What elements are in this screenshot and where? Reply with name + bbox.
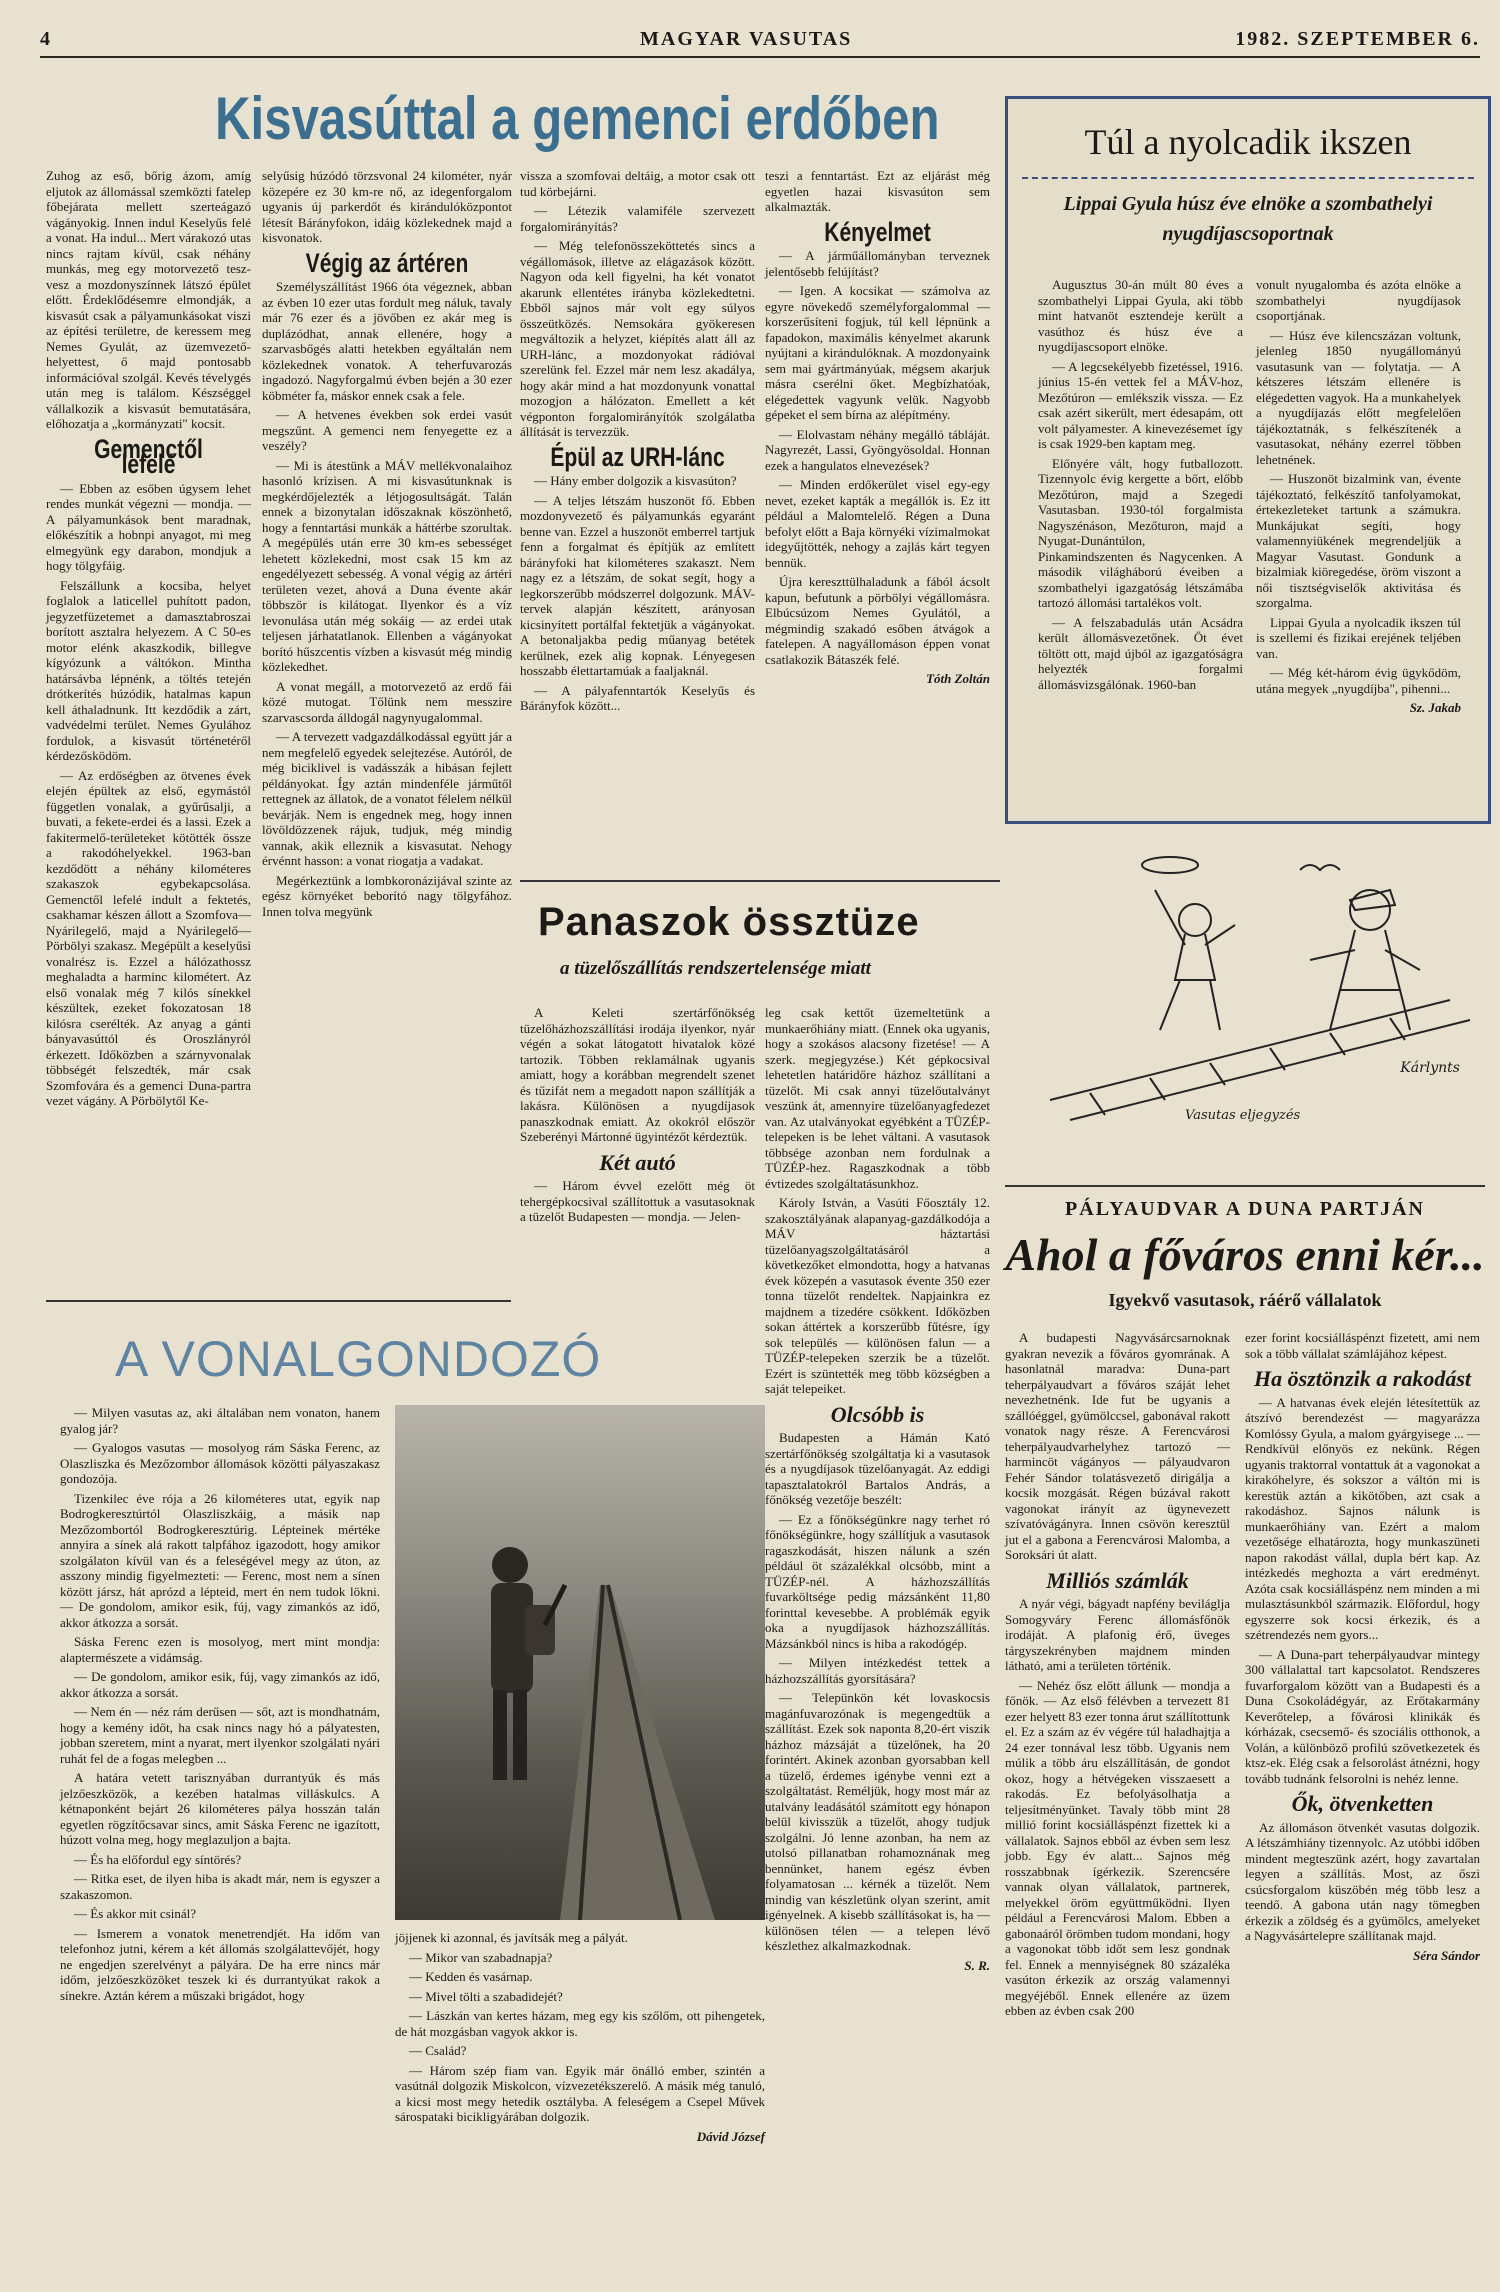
vonalgondozo-col-1 xyxy=(60,1405,380,2007)
byline: Séra Sándor xyxy=(1413,1947,1480,1963)
cartoon xyxy=(1010,830,1480,1130)
subhead-otvenketten: Ők, ötvenketten xyxy=(1291,1791,1434,1816)
nyolcadik-subtitle: Lippai Gyula húsz éve elnöke a szombathelyi nyugdíjascsoportnak xyxy=(1063,193,1433,245)
fovaros-col-2 xyxy=(1245,1330,1480,1963)
paragraph: — Az erdőségben az ötvenes évek elején épültek az első, egymástól független vonalak, a gyűrűsalji, a buvati, a fekete-erdei és a lassi. Ezek a fakitermelő-területeket kötötték össze a rakodóhelyekkel. 1963-ban kezdődött a néhány kilométeres szakaszok egybekapcsolása. Gemenctől lefelé indult a fektetés, csakhamar készen állott a Szomfova—Nyárilegelő, majd a Nyárilegelő—Pörbölyi szakasz. Megépült a keselyűsi vonalrész is. Ezzel a hálózathossz meghaladta a harminc kilométert. Az első vonalak még 7 kilós sínekkel készültek, ezeket fokozatosan 18 kilósra cserélték. Az anyag a gánti bányavasúttól és Oroszlányról érkezett. Időközben a szárnyvonalak többségét felszedték, már csak Szomfovára és a gemenci Duna-partra vezet vágány. A Pörbölytől Ke- xyxy=(46,767,251,1108)
paragraph: A határa vetett tarisznyában durrantyúk és más jelzőeszközök, a kezében hatalmas villáskulcs. A kétnaponként bejárt 26 kilométeres pálya hosszán talán egyetlen rögzítőcsavar sincs, amit Sáska Ferenc ne igazított, húzott volna meg, hogy meglazuljon a bajta. xyxy=(60,1770,380,1847)
paragraph: — Család? xyxy=(409,2043,467,2058)
divider xyxy=(520,880,1000,882)
cartoon-drawing xyxy=(1010,830,1480,1130)
photo-illustration xyxy=(395,1405,765,1920)
paragraph: — Még telefonösszeköttetés sincs a végállomások, illetve az elágazások között. Nagyon oda kell figyelni, ha két vonatot akarunk ellentétes irányba közlekedtetni. Ebből sajnos már volt egy súlyos összeütközés. Nemsokára gyökeresen megváltozik a helyzet, kiépítés alatt áll az URH-lánc, a mozdonyokat rádióval szerelünk fel. Ezzel már nem lesz akadálya, hogy akár mind a hat mozdonyunk vonattal mozogjon a hálózaton. Emellett a két végponton forgalomirányítók szolgálatba állítását is tervezzük. xyxy=(520,238,755,439)
cartoon-caption: Vasutas eljegyzés xyxy=(1185,1108,1301,1123)
paragraph: — Három szép fiam van. Egyik már önálló ember, szintén a vasútnál dolgozik Miskolcon, vízvezetékszerelő. A másik még tanuló, a kicsi most megy hetedik osztályba. A feleségem a Csepel Művek sárospataki bicikligyárában dolgozik. xyxy=(395,2062,765,2124)
paragraph: — Húsz éve kilencszázan voltunk, jelenleg 1850 nyugállományú vasutasunk van — folytatja. — A kétszeres létszám ellenére is elégedetten vagyok. Ha a munkahelyek a nyugdíjazás előtt megfelelően tájékoztatnák, s felkészítenék a vasutasokat, néhány ezerrel többen lehetnének. xyxy=(1256,327,1461,467)
paragraph: Lippai Gyula a nyolcadik ikszen túl is szellemi és fizikai erejének teljében van. xyxy=(1256,614,1461,661)
paragraph: — Ebben az esőben úgysem lehet rendes munkát végezni — mondja. — A pályamunkások bent maradnak, előkészítik a hobnpi anyagot, mi meg elmegyünk egy darabon, mondjuk a hogy tölgyfáig. xyxy=(46,480,251,573)
paragraph: Zuhog az eső, bőrig ázom, amíg eljutok az állomással szemközti fatelep főbejárata mellett szerteágazó vágányokig. Innen indul Keselyűs felé a vonat. Ha indul... Mert várakozó utas nincs rajtam kívül, csak néhány munkás, meg egy motorvezető tesz-vesz a mozdonyszínnek látszó épület előtt. Érdeklődésemre elmondják, a kisvasút csak a pályamunkásokat viszi az építési területre, de keressem meg Nemes Gyulát, az üzemvezető-helyettest, ő majd pontosabb információval szolgál. Kevés tévelygés után meg is találom. Készséggel vállalkozik a kisvasút bemutatására, előhozatja a „kormányzati" kocsit. xyxy=(46,168,251,431)
subhead-olcsobb: Olcsóbb is xyxy=(830,1401,925,1427)
fovaros-title: Ahol a főváros enni kér... xyxy=(1005,1229,1485,1280)
paragraph: — Igen. A kocsikat — számolva az egyre növekedő személyforgalommal — korszerűsíteni fogjuk, túl kell lépnünk a fapadokon, maximális kényelmet akarunk nyújtani a kirándulóknak. A mozdonyaink sem mai gyártmányúak, mégsem akarjuk másra cserélni őket. Megbízhatóak, elégedettek vagyunk velük. Nagyobb gépeket el sem bírna az alépítmény. xyxy=(765,283,990,422)
panasz-col-2 xyxy=(765,1005,990,1973)
fovaros-overline: PÁLYAUDVAR A DUNA PARTJÁN xyxy=(1065,1198,1425,1220)
paper-name: MAGYAR VASUTAS xyxy=(640,28,853,50)
paragraph: — A tervezett vadgazdálkodással együtt jár a nem megfelelő egyedek selejtezése. Autóról, de még biciklivel is vadásszák a hibásan fejlett példányokat. Így aztán mindenféle járműtől rettegnek az állatok, de a vonatot félelem nélkül bevárják. Nem is engednek meg, hogy innen lövöldözzenek rájuk, tudjuk, még mindig vannak, akik elleznik a kisvasutat. Nehogy érvénnt hasson: a vonat riogatja a vadakat. xyxy=(262,729,512,868)
paragraph: — Lászkán van kertes házam, meg egy kis szőlőm, ott pihengetek, de hát mozgásban vagyok akkor is. xyxy=(395,2008,765,2039)
paragraph: — De gondolom, amikor esik, fúj, vagy zimankós az idő, akkor átkozza a sorsát. xyxy=(60,1669,380,1700)
subhead-artereben: Végig az ártéren xyxy=(305,247,469,278)
page-number: 4 xyxy=(40,28,52,50)
paragraph: — Milyen vasutas az, aki általában nem vonaton, hanem gyalog jár? xyxy=(60,1405,380,1436)
panasz-col-1 xyxy=(520,1005,755,1229)
byline: S. R. xyxy=(964,1957,990,1973)
paragraph: — Huszonöt bizalmink van, évente tájékoztató, felkészítő tanfolyamokat, értekezleteket tartunk a számukra. Munkájukat segíti, hogy valamennyiükének megrendeljük a Magyar Vasutast. Gondunk a bizalmiak kiöregedése, öröm viszont a női tisztségviselők aktivitása és szorgalma. xyxy=(1256,471,1461,610)
paragraph: — A járműállományban terveznek jelentősebb felújítást? xyxy=(765,248,990,279)
vonalgondozo-col-2 xyxy=(395,1930,765,2144)
paragraph: — Kedden és vasárnap. xyxy=(409,1969,533,1984)
subhead-osztonzik: Ha ösztönzik a rakodást xyxy=(1254,1366,1471,1391)
subhead-kenyelmet: Kényelmet xyxy=(824,216,931,247)
paragraph: — A pályafenntartók Keselyűs és Bárányfok között... xyxy=(520,682,755,713)
nyolcadik-col-2 xyxy=(1256,277,1461,716)
kisvasut-col-2 xyxy=(262,168,512,923)
subhead-millios: Milliós számlák xyxy=(1046,1567,1189,1593)
paragraph: — Ez a főnökségünkre nagy terhet ró főnökségünkre, hogy szállítjuk a vasutasok ragaszkodását, hiszen nálunk a szén például öt százalékkal olcsóbb, mint a TÜZÉP-nél. A házhozszállítás fuvarköltsége pedig mázsánként 11,80 forinttal kevesebbe. A problémák egyik oka a nyugdíjasok házhozszállítás. Mázsánkból nincs is hiba a rakodógép. xyxy=(765,1511,990,1651)
paragraph: — Telepünkön két lovaskocsis magánfuvarozónak is megengedtük a szállítást. Ezek sok naponta 8,20-ért viszik házhoz mázsáját a tüzelőnek, ha 20 forintért. Akinek azonban gyorsabban kell a tüzelő, érdemes igénybe venni ezt a szolgáltatást. Reméljük, hogy most már az utalvány leadásától számított egy hónapon belül kivisszük a tüzelőt, ahogy tudjuk szolgálni. Jó lenne azonban, ha nem az utolsó pillanatban rohamoznának meg bennünket, hanem egész évben folyamatosan ... kérnék a tüzelőt. Nem mindig van készletünk olyan szerint, amit igényelnek. A kisebb szállításokat is, ha — különösen télen — a telepen lévő készlethez alkalmazkodnak. xyxy=(765,1690,990,1953)
paragraph: leg csak kettőt üzemeltetünk a munkaerőhiány miatt. (Ennek oka ugyanis, hogy a szokásos alacsony fizetése! — A szerk. megjegyzése.) Két gépkocsival lehetetlen határidőre házhoz szállítani a tüzelőt. Mi csak annyi tüzelőutalványt veszünk át, amennyire tüzelőanyagfedezet van. Az utalványokat egyébként a TÜZÉP-telepeken is be lehet váltani. A vasutasok többsége azonban nem fordulnak a TÜZÉP-hez. Ragaszkodnak a több évtizedes szolgáltatásunkhoz. xyxy=(765,1005,990,1191)
paragraph: Megérkeztünk a lombkoronázijával szinte az egész környéket beborító nagy tölgyfához. Innen tolva megyünk xyxy=(262,872,512,919)
byline: Dávid József xyxy=(696,2128,765,2144)
paragraph: — Elolvastam néhány megálló tábláját. Nagyrezét, Lassi, Gyöngyösoldal. Honnan ezek a hangulatos elnevezések? xyxy=(765,426,990,473)
paragraph: vissza a szomfovai deltáig, a motor csak ott tud körbejárni. xyxy=(520,168,755,199)
divider xyxy=(1005,1185,1485,1187)
nyolcadik-title: Túl a nyolcadik ikszen xyxy=(1084,122,1412,162)
paragraph: — Ritka eset, de ilyen hiba is akadt már, nem is egyszer a szakaszomon. xyxy=(60,1871,380,1902)
divider xyxy=(46,1300,511,1302)
paragraph: Budapesten a Hámán Kató szertárfőnökség szolgáltatja ki a vasutasok és a nyugdíjasok tüzelőanyagát. Az eddigi tapasztalatokról Bartalos András, a főnökség vezetője beszélt: xyxy=(765,1430,990,1507)
paragraph: — Minden erdőkerület visel egy-egy nevet, ezeket kapták a megállók is. Ez itt például a Malomtelelő. Régen a Duna befolyt előtt a Baja környéki vízimalmokat idegyűjtötték, nehogy a zajlás kárt tegyen bennük. xyxy=(765,477,990,570)
paragraph: — A teljes létszám huszonöt fő. Ebben mozdonyvezető és pályamunkás egyaránt benne van. Ezzel a huszonöt emberrel tartjuk fenn a forgalmat és építjük az említett bárányfoki hat kilométeres szakaszt. Nem nagy ez a létszám, de sokat segít, hogy a legkorszerűbb módszerrel dolgozunk. MÁV-tervek alapján készített, arányosan kicsinyített portálfal fektetjük a vágányokat. A betonaljakba pedig műanyag betétek kerülnek, ezek alig kopnak. Lényegesen hosszabb élettartamúak a faaljaknál. xyxy=(520,492,755,678)
paragraph: A budapesti Nagyvásárcsarnoknak gyakran nevezik a főváros gyomrának. A hasonlatnál maradva: Duna-part teherpályaudvart a főváros száját lehet nevezhetnénk. Ide fut be ugyanis a szállóéggel, gyümölccsel, gabonával rakott vonatok nagy része. A Ferencvárosi teherpályaudvarhelyhez tartozó — harmincöt vágányos — pályaudvaron Fehér Sándor tolatásvezető dirigálja a kocsik mozgását. Régen búzával rakott vagonokat irányít az ügynevezett szívatóvágányra. Innen csövön keresztül jut el a gabona a Ferencvárosi Malomba, a Soroksári út alatt. xyxy=(1005,1330,1230,1562)
paragraph: ezer forint kocsiálláspénzt fizetett, ami nem sok a több vállalat számlájához képest. xyxy=(1245,1330,1480,1361)
kisvasut-title: Kisvasúttal a gemenci erdőben xyxy=(215,85,940,152)
paragraph: Személyszállítást 1966 óta végeznek, abban az évben 10 ezer utas fordult meg náluk, tavaly már 76 ezer és a jövőben ez akár meg is duplázódhat, annak ellenére, hogy a szarvasbőgés alatti hetekben egyáltalán nem közlekednek vonatok. A teherfuvarozás ingadozó. Nagyforgalmú évben bején a 30 ezer köbméter fa, máskor ennek csak a fele. xyxy=(262,279,512,403)
paragraph: — Még két-három évig ügykődöm, utána megyek „nyugdíjba", pihenni... xyxy=(1256,665,1461,696)
paragraph: Az állomáson ötvenkét vasutas dolgozik. A létszámhiány tizennyolc. Az utóbbi időben mindent megteszünk azért, hogy zavartalan legyen a szállítás. Most, az őszi csúcsforgalom küszöbén még több lesz a teendő. A gabona után nagy tömegben érkezik a zöldség és a gyümölcs, amelyeket a Nagyvásártelepre szállítanak majd. xyxy=(1245,1819,1480,1943)
kisvasut-col-1 xyxy=(46,168,251,1113)
kisvasut-col-4 xyxy=(765,168,990,687)
paragraph: — A Duna-part teherpályaudvar mintegy 300 vállalattal tart kapcsolatot. Rendszeres fuvarforgalom között van a Budapesti és a Duna Csokoládégyár, az Erőtakarmány Keverőtelep, a fővárosi klinikák és kórházak, csecsemő- és szociális otthonok, a Volán, a különböző profilú szövetkezetek és ktsz-ek. Elég csak a felsorolást átnézni, hogy tovább tudnánk felsorolni is nehéz lenne. xyxy=(1245,1646,1480,1786)
paragraph: vonult nyugalomba és azóta elnöke a szombathelyi nyugdíjasok csoportjának. xyxy=(1256,277,1461,323)
paragraph: A Keleti szertárfőnökség tüzelőházhozszállítási irodája ilyenkor, nyár végén a sokat látogatott hivatalok közé tartozik. Többen reklamálnak ugyanis amiatt, hogy a korábban megrendelt szenet és tűzifát nem a megadott napon szállítják a lakásra. Különösen a nyugdíjasok panaszkodnak emiatt. Az okokról először Szeberényi Mártonné ügyintézőt kérdeztük. xyxy=(520,1005,755,1144)
nyolcadik-col-1 xyxy=(1038,277,1243,696)
subhead-gemenctol: Gemenctől lefelé xyxy=(94,433,203,479)
panasz-title: Panaszok össztüze xyxy=(538,900,920,944)
paragraph: jöjjenek ki azonnal, és javítsák meg a pályát. xyxy=(395,1930,628,1945)
paragraph: A nyár végi, bágyadt napfény beviláglja Somogyváry Ferenc állomásfőnök irodáját. A plafonig érő, üveges tárgyszekrényben majdnem minden látható, ami a területen történik. xyxy=(1005,1596,1230,1673)
paragraph: — És ha előfordul egy síntörés? xyxy=(74,1851,242,1867)
paragraph: — Gyalogos vasutas — mosolyog rám Sáska Ferenc, az Olaszliszka és Mezőzombor állomások közötti pályaszakasz gondozója. xyxy=(60,1440,380,1486)
paragraph: — A legcsekélyebb fizetéssel, 1916. június 15-én vettek fel a MÁV-hoz, Mezőtúron — emlékszik vissza. — Ez csak azért sikerült, mert édesapám, ott volt pályamester. A kinevezésemet így is csak 1929-ben kaptam meg. xyxy=(1038,358,1243,451)
subhead-ket-auto: Két autó xyxy=(599,1149,676,1175)
paragraph: — A hetvenes években sok erdei vasút megszűnt. A gemenci nem fenyegette ez a veszély? xyxy=(262,407,512,453)
paragraph: — Három évvel ezelőtt még öt tehergépkocsival szállítottuk a vasutasoknak a tüzelőt Budapesten — mondja. — Jelen- xyxy=(520,1178,755,1224)
running-head xyxy=(40,22,1480,58)
paragraph: Tizenkilec éve rója a 26 kilométeres utat, egyik nap Bodrogkeresztúrtól Olaszliszkáig, a másik nap Mezőzombortól Bodrogkeresztúrig. Lépteinek mértéke annyira a sínek alá rakott talpfához igazodott, hogy amikor szolgálaton kívül van és a feleségével megy az úton, az asszony mindig figyelmezteti: — Ferenc, most nem a sínen között jársz, hát aprózd a lépteid, mert én nem tudok lökni. — De gondolom, amikor esik, fúj, vagy zimankós az idő, akkor átkozza a sorsát. xyxy=(60,1490,380,1630)
paragraph: selyűsig húzódó törzsvonal 24 kilométer, nyár közepére ez 30 km-re nő, az idegenforgalom ugyanis új parkerdőt és kirándulóközpontot létesít Bárányfokon, idáig közlekednek majd a kisvonatok. xyxy=(262,168,512,245)
paragraph: Felszállunk a kocsiba, helyet foglalok a laticellel puhított padon, jegyzetfüzetemet a damasztabroszai borított asztalra helyezem. A C 50-es motor elénk akaszkodik, billegve kígyózunk a váltókon. Mintha határsávba lépnénk, a töltés tetején drótkerítés húzódik, hatalmas kapun kell áthaladnunk. Itt kezdődik a zárt, vadvédelmi terület. Nemes Gyulához fordulok, a kisvasút történetéről kérdezősködöm. xyxy=(46,577,251,763)
paragraph: — Ismerem a vonatok menetrendjét. Ha időm van telefonhoz jutni, kérem a két állomás szolgálattevőjét, hogy ne engedjen szerelvényt a pályára. De ha erre nincs már időm, jelzőeszközöket teszek ki és durrantyúkat rakok a sínekre. Aztán kérem a műszaki brigádot, hogy xyxy=(60,1925,380,2003)
paragraph: — Nehéz ősz előtt állunk — mondja a főnök. — Az első félévben a tervezett 81 ezer helyett 83 ezer tonna árut szállítottunk el. Ez a szám az év végére túl haladhajtja a 24 ezer tonnával lesz több. Ugyanis nem múlik a több áru elszállításán, de gondot okoz, hogy a hétvégeken visszaesett a rakodás. Ez befolyásolhatja a teljesítményünket. Tavaly több mint 28 millió forint kocsiálláspénzt fizettek ki a vállalatok. Sajnos ebből az évben sem lesz jobb. Egy év alatt... Sajnos még rosszabbnak ígérkezik. Szerencsére vannak olyan vállalatok, partnerek, melyekkel öröm együttműködni. Ilyen például a Ferencvárosi Malom. Ebben a gabonaáról örömben tudom mondani, hogy a vagonokat több időt sem lesz gondnak fel. Ennek a mennyiségnek 80 százaléka vasúton érkezik az ország valamennyi megyéjéből. Ennek ellenére az üzem ebben az évben csak 200 xyxy=(1005,1677,1230,2018)
paragraph: Károly István, a Vasúti Főosztály 12. szakosztályának alapanyag-gazdálkodója a MÁV háztartási tüzelőanyagszolgáltatásáról a következőket elmondotta, hogy a hatvanas évek közepén a vasutasok évente 350 ezer tonna tüzelőt rendeltek. Napjainkra ez majdnem a tizedére csökkent. Időközben sokan áttértek a korszerűbb fűtésre, így sok település — különösen falun — a TÜZÉP-telepeken szerzik be a tüzelőt. Ezért is szüntették meg több községben a saját telepeiket. xyxy=(765,1195,990,1396)
byline: Tóth Zoltán xyxy=(926,671,990,686)
nyolcadik-box xyxy=(1005,96,1491,824)
vonalgondozo-title: A VONALGONDOZÓ xyxy=(115,1331,602,1387)
paragraph: — Mivel tölti a szabadidejét? xyxy=(409,1988,563,2004)
paragraph: — Mikor van szabadnapja? xyxy=(409,1949,553,1965)
paragraph: Előnyére vált, hogy futballozott. Tizennyolc évig kergette a bőrt, előbb Mezőtúron, majd a Szegedi Vasutasban. 1930-tól forgalmista Nagyszénáson, Mezőturon, majd a Nyugat-Dunántúlon, Pinkamindszenten és Nagycenken. A második világháború éveiben a szombathelyi igazgatóság létszámába tartozó állomási tartalékos volt. xyxy=(1038,455,1243,610)
panasz-subtitle: a tüzelőszállítás rendszertelensége miatt xyxy=(560,958,871,979)
paragraph: — A felszabadulás után Acsádra került állomásvezetőnek. Öt évet töltött ott, majd újból az igazgatóságra helyezték forgalmi állomásvizsgálónak. 1960-ban xyxy=(1038,614,1243,692)
kisvasut-col-3 xyxy=(520,168,755,718)
paragraph: — És akkor mit csinál? xyxy=(74,1906,197,1921)
fovaros-col-1 xyxy=(1005,1330,1230,2023)
dotted-rule xyxy=(1022,177,1474,179)
paragraph: — A hatvanas évek elején létesítettük az átszívó berendezést — magyarázza Komlóssy Gyula, a malom gyárgyisege ... — Rendkívül előnyös ez nekünk. Régen ugyanis traktorral vontattuk át a vagonokat a kirakóhelyre, és sokszor a váltón mi is kerestük aztán a kikötőben, azt csak a rakodáshoz. Sajnos nálunk is munkaerőhiány van. Ezért a malom vezetősége elhatározta, hogy munkaszüneti napon rakodást vállal, dupla bért kap. Az intézkedés meghozta a várt eredményt. Azóta csak kocsiálláspénz nem minden a mi mulasztásunkból származik. Előfordul, hogy egyszerre sok kocsi érkezik, és a szétrendezés nem gyors... xyxy=(1245,1394,1480,1642)
byline: Sz. Jakab xyxy=(1409,700,1461,715)
paragraph: — Hány ember dolgozik a kisvasúton? xyxy=(534,473,737,488)
paragraph: — Nem én — néz rám derűsen — sőt, azt is mondhatnám, hogy a kemény időt, ha csak nincs nagy hó a pályatesten, jobban szeretem, mint a nyarat, mert ilyenkor szolgálati nyári ruhát fel de a fogas melegben ... xyxy=(60,1704,380,1766)
paragraph: Újra kereszttülhaladunk a fából ácsolt kapun, befutunk a pörbölyi végállomásra. Elbúcsúzom Nemes Gyulától, a mégmindig szakadó esőben átvágok a fatelepen. A nagyállomáson éppen vonat csatlakozik Bátaszék felé. xyxy=(765,574,990,667)
issue-date: 1982. SZEPTEMBER 6. xyxy=(1235,28,1480,50)
vonalgondozo-photo xyxy=(395,1405,765,1920)
paragraph: — Mi is átestünk a MÁV mellékvonalaihoz hasonló krízisen. A mi kisvasútunknak is megkérdőjelezték a létjogosultságát. Talán ennek a bizonytalan időszaknak köszönhető, hogy a fenntartási munkák a háttérbe szorultak. A megépülés után erre 30 km-es sebességet lehetett közlekedni, most csak 15 km az engedélyezett sebesség. A vonal végig az ártéri területen vezet, ahová a Duna évente akár többször is kilátogat. Ilyenkor és a víz levonulása után még sokáig — az erdei utak teljesen járhatatlanok. Ellenben a vágányokat borító hűszcentis vízben a kisvasút még mindig közlekedhet. xyxy=(262,457,512,674)
cartoon-signature: Kárlynts xyxy=(1400,1060,1460,1076)
paragraph: Augusztus 30-án múlt 80 éves a szombathelyi Lippai Gyula, aki több mint hatvanöt esztendeje került a vasúthoz és húsz éve a nyugdíjascsoport elnöke. xyxy=(1038,277,1243,354)
fovaros-subtitle: Igyekvő vasutasok, ráérő vállalatok xyxy=(1108,1290,1382,1310)
paragraph: A vonat megáll, a motorvezető az erdő fái közé mutogat. Tőlünk nem messzire szarvascsorda álldogál nagynyugalommal. xyxy=(262,678,512,725)
paragraph: teszi a fenntartást. Ezt az eljárást még egyetlen hazai kisvasúton sem alkalmazták. xyxy=(765,168,990,214)
paragraph: Sáska Ferenc ezen is mosolyog, mert mint mondja: alaptermészete a vidámság. xyxy=(60,1634,380,1665)
subhead-urh: Épül az URH-lánc xyxy=(550,441,725,472)
paragraph: — Milyen intézkedést tettek a házhozszállítás gyorsítására? xyxy=(765,1655,990,1686)
paragraph: — Létezik valamiféle szervezett forgalomirányítás? xyxy=(520,203,755,234)
